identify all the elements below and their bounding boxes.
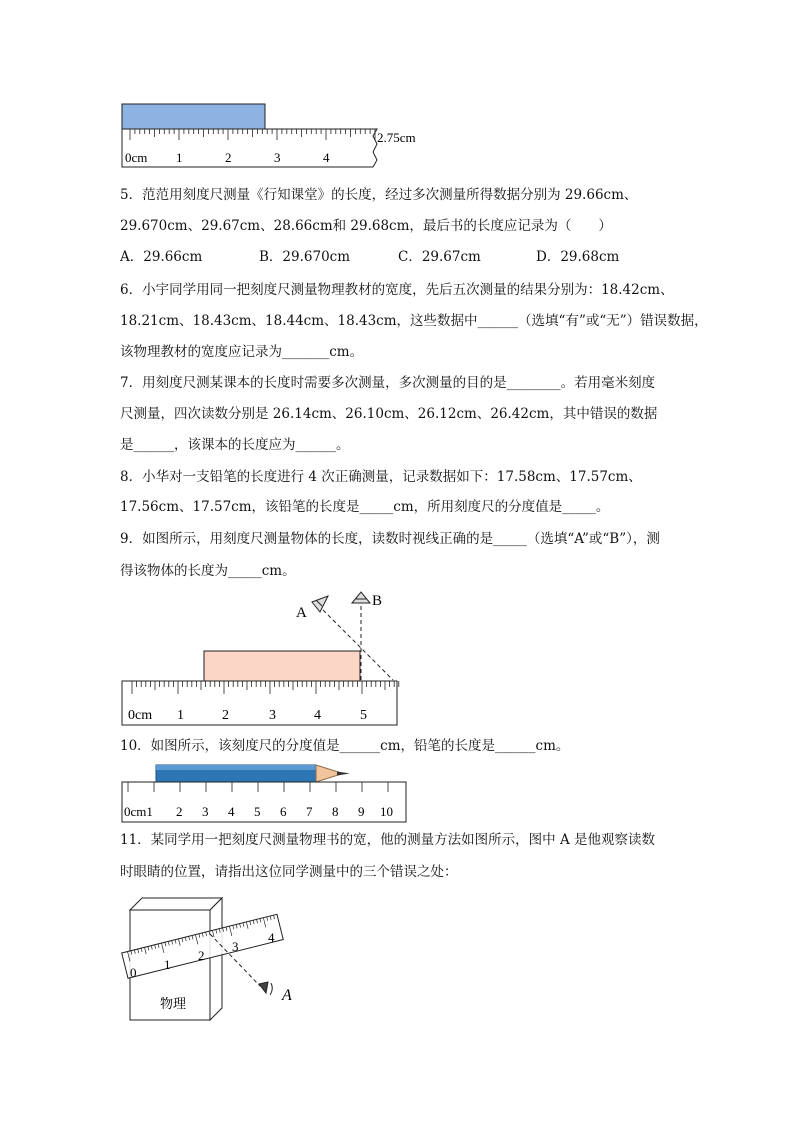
q10-ruler-label: 10: [380, 804, 393, 819]
q6-line2: 18.21cm、18.43cm、18.44cm、18.43cm，这些数据中______（选填“有”或“无”）错误数据，: [120, 313, 708, 329]
q9-ruler-label: 0cm: [128, 708, 153, 723]
q10-ruler-label: 7: [306, 804, 313, 819]
book-label: 物理: [160, 996, 187, 1011]
q11-ruler-label: 1: [164, 957, 171, 972]
fig1-ruler-label: 4: [323, 150, 330, 165]
q11-svg: [118, 890, 318, 1025]
q11-figure: [118, 890, 318, 1025]
fig1-svg: [115, 100, 445, 175]
fig1-ruler-label: 2: [225, 150, 232, 165]
q11-eye-label: A: [282, 987, 292, 1004]
q7-line3: 是______，该课本的长度应为______。: [120, 437, 350, 453]
q11-ruler-label: 0: [130, 965, 137, 980]
fig1-reading: 2.75cm: [377, 130, 416, 145]
q5-line1: 5．范范用刻度尺测量《行知课堂》的长度，经过多次测量所得数据分别为 29.66cm、: [120, 187, 638, 203]
q5-option-b: B．29.670cm: [259, 249, 351, 265]
q9-line1: 9．如图所示，用刻度尺测量物体的长度，读数时视线正确的是_____（选填“A”或“B”），测: [120, 531, 660, 547]
q9-ruler-label: 5: [360, 708, 367, 723]
q10-ruler-label: 4: [228, 804, 235, 819]
q10-ruler-label: 5: [254, 804, 261, 819]
fig1-ruler-body: [122, 129, 377, 167]
fig1-ruler-figure: [115, 100, 445, 175]
q9-line2: 得该物体的长度为_____cm。: [120, 563, 296, 579]
q10-figure: [118, 760, 410, 824]
q7-line1: 7．用刻度尺测某课本的长度时需要多次测量，多次测量的目的是________。若用毫米刻度: [120, 375, 656, 391]
q10-ruler-label: 6: [280, 804, 287, 819]
q9-ruler-body: [122, 681, 397, 725]
q10-ruler-label: 3: [202, 804, 209, 819]
q10-ruler-label: 8: [332, 804, 339, 819]
q5-option-a: A．29.66cm: [120, 249, 203, 265]
q10-ruler-label: 9: [358, 804, 365, 819]
fig1-ruler-label: 0cm: [125, 150, 148, 165]
q10-line1: 10．如图所示，该刻度尺的分度值是______cm，铅笔的长度是______cm。: [120, 738, 570, 754]
q9-figure: [118, 588, 408, 728]
eye-b-icon: [352, 592, 370, 603]
q9-ruler-label: 4: [314, 708, 321, 723]
q10-ruler-label: 2: [176, 804, 183, 819]
fig1-ruler-label: 3: [274, 150, 281, 165]
label-a: A: [296, 605, 307, 621]
eye-a-icon: [312, 596, 328, 612]
pencil-icon: [156, 765, 350, 782]
label-b: B: [372, 593, 383, 609]
q11-line2: 时眼睛的位置，请指出这位同学测量中的三个错误之处：: [120, 864, 458, 880]
q9-svg: [118, 588, 408, 728]
q7-line2: 尺测量，四次读数分别是 26.14cm、26.10cm、26.12cm、26.42cm，其中错误的数据: [120, 406, 658, 422]
q11-line1: 11．某同学用一把刻度尺测量物理书的宽，他的测量方法如图所示，图中 A 是他观察读数: [120, 832, 656, 848]
q6-line1: 6．小宇同学用同一把刻度尺测量物理教材的宽度，先后五次测量的结果分别为：18.42cm、: [120, 282, 674, 298]
q9-ruler-label: 3: [269, 708, 276, 723]
q6-line3: 该物理教材的宽度应记录为_______cm。: [120, 344, 364, 360]
q5-line2: 29.670cm、29.67cm、28.66cm和 29.68cm，最后书的长度应记录为（ ）: [120, 218, 612, 234]
blue-block: [122, 104, 265, 129]
fig1-ruler-label: 1: [176, 150, 183, 165]
q8-line2: 17.56cm、17.57cm，该铅笔的长度是_____cm，所用刻度尺的分度值是_____。: [120, 499, 610, 515]
q9-ruler-label: 2: [222, 708, 229, 723]
pink-block: [204, 651, 360, 681]
q5-option-c: C．29.67cm: [398, 249, 481, 265]
eye-icon: [259, 982, 272, 995]
q9-ruler-label: 1: [177, 708, 184, 723]
q10-ruler-label: 0cm1: [124, 804, 153, 819]
q10-svg: [118, 760, 410, 824]
q11-ruler-label: 2: [198, 948, 205, 963]
q11-ruler-label: 4: [268, 930, 275, 945]
q11-ruler-label: 3: [232, 939, 239, 954]
q8-line1: 8．小华对一支铅笔的长度进行 4 次正确测量，记录数据如下：17.58cm、17.57cm、: [120, 469, 642, 485]
q5-option-d: D．29.68cm: [536, 249, 620, 265]
